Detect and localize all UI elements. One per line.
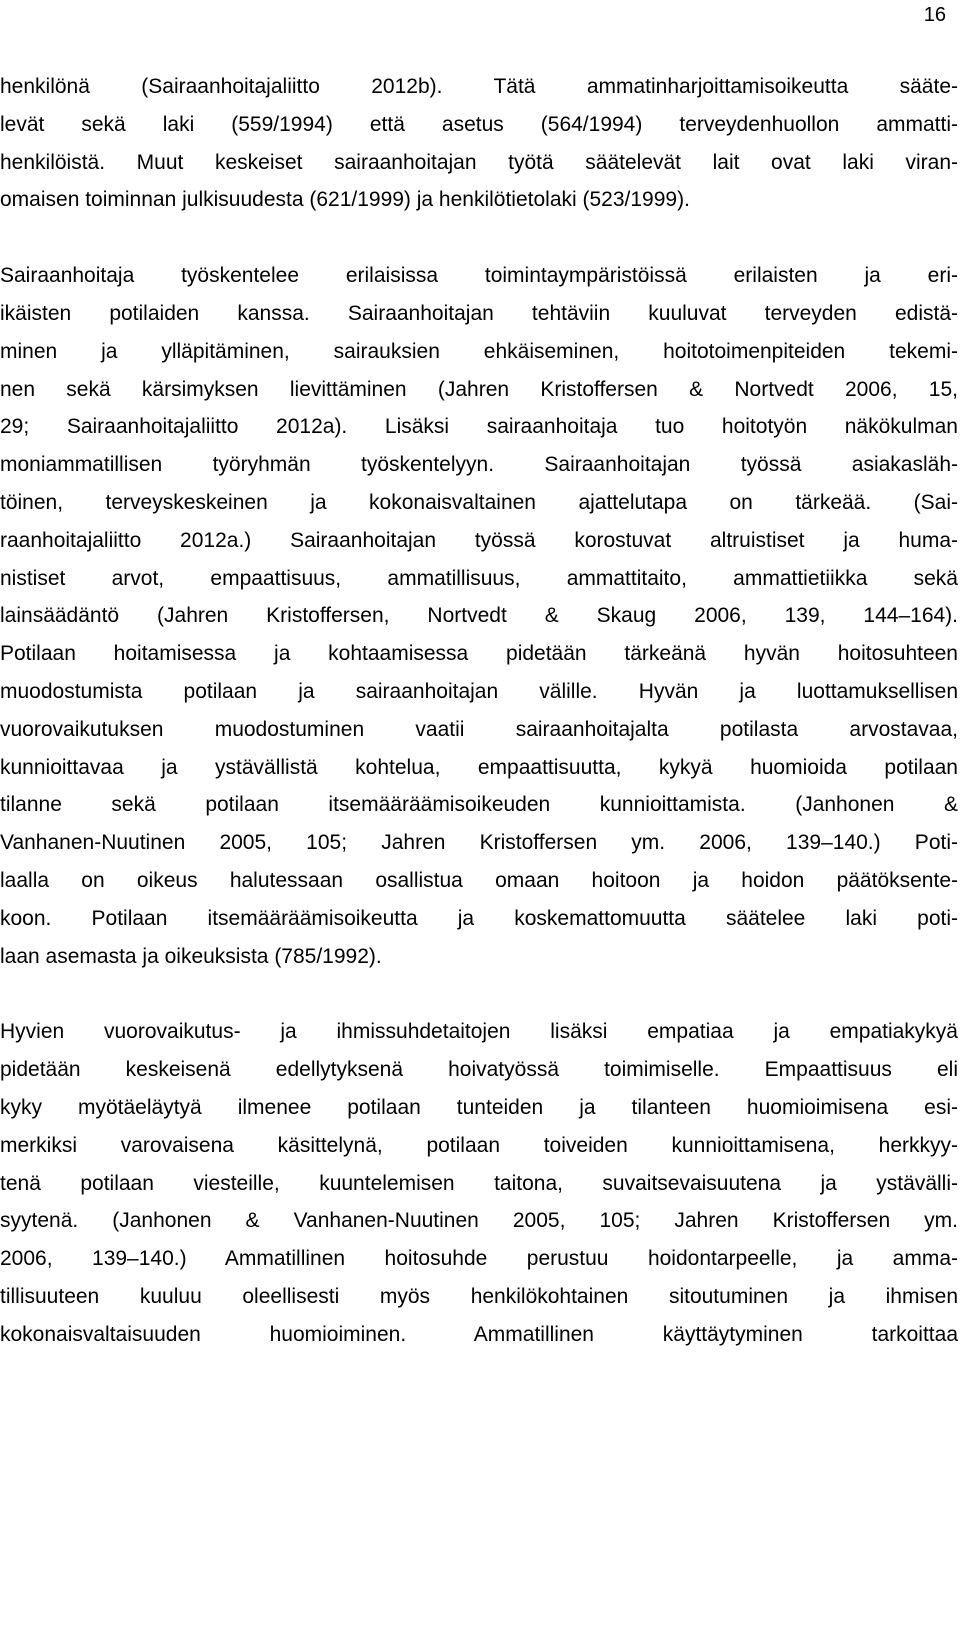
text-line: ikäisten potilaiden kanssa. Sairaanhoitajan tehtäviin kuuluvat terveyden edistä- <box>0 301 958 325</box>
text-line: levät sekä laki (559/1994) että asetus (564/1994) terveydenhuollon ammatti- <box>0 112 958 136</box>
text-line: vuorovaikutuksen muodostuminen vaatii sairaanhoitajalta potilasta arvostavaa, <box>0 717 958 741</box>
text-line: nistiset arvot, empaattisuus, ammatillisuus, ammattitaito, ammattietiikka sekä <box>0 566 958 590</box>
text-line: 2006, 139–140.) Ammatillinen hoitosuhde perustuu hoidontarpeelle, ja amma- <box>0 1247 958 1271</box>
page-number: 16 <box>923 4 946 26</box>
text-line: Potilaan hoitamisessa ja kohtaamisessa pidetään tärkeänä hyvän hoitosuhteen <box>0 642 958 666</box>
paragraph <box>0 257 958 975</box>
text-line: laalla on oikeus halutessaan osallistua omaan hoitoon ja hoidon päätöksente- <box>0 868 958 892</box>
document-body <box>0 68 958 1354</box>
text-line: tenä potilaan viesteille, kuuntelemisen taitona, suvaitsevaisuutena ja ystävälli- <box>0 1171 958 1195</box>
text-line: raanhoitajaliitto 2012a.) Sairaanhoitajan työssä korostuvat altruistiset ja huma- <box>0 528 958 552</box>
text-line: minen ja ylläpitäminen, sairauksien ehkäiseminen, hoitotoimenpiteiden tekemi- <box>0 339 958 363</box>
paragraph <box>0 1013 958 1353</box>
text-line: Vanhanen-Nuutinen 2005, 105; Jahren Kristoffersen ym. 2006, 139–140.) Poti- <box>0 831 958 855</box>
paragraph <box>0 68 958 219</box>
text-line: lainsäädäntö (Jahren Kristoffersen, Nortvedt & Skaug 2006, 139, 144–164). <box>0 604 958 628</box>
text-line: Hyvien vuorovaikutus- ja ihmissuhdetaitojen lisäksi empatiaa ja empatiakykyä <box>0 1020 958 1044</box>
text-line: 29; Sairaanhoitajaliitto 2012a). Lisäksi sairaanhoitaja tuo hoitotyön näkökulman <box>0 415 958 439</box>
text-line: laan asemasta ja oikeuksista (785/1992). <box>0 944 382 968</box>
text-line: kunnioittavaa ja ystävällistä kohtelua, empaattisuutta, kykyä huomioida potilaan <box>0 755 958 779</box>
text-line: henkilönä (Sairaanhoitajaliitto 2012b). Tätä ammatinharjoittamisoikeutta sääte- <box>0 75 958 98</box>
text-line: pidetään keskeisenä edellytyksenä hoivatyössä toimimiselle. Empaattisuus eli <box>0 1058 958 1082</box>
text-line: Sairaanhoitaja työskentelee erilaisissa toimintaympäristöissä erilaisten ja eri- <box>0 264 958 288</box>
text-line: moniammatillisen työryhmän työskentelyyn. Sairaanhoitajan työssä asiakasläh- <box>0 453 958 477</box>
text-line: henkilöistä. Muut keskeiset sairaanhoitajan työtä säätelevät lait ovat laki viran- <box>0 150 958 174</box>
text-line: nen sekä kärsimyksen lievittäminen (Jahren Kristoffersen & Nortvedt 2006, 15, <box>0 377 958 401</box>
text-line: merkiksi varovaisena käsittelynä, potilaan toiveiden kunnioittamisena, herkkyy- <box>0 1133 958 1157</box>
text-line: tilanne sekä potilaan itsemääräämisoikeuden kunnioittamista. (Janhonen & <box>0 793 958 817</box>
text-line: muodostumista potilaan ja sairaanhoitajan välille. Hyvän ja luottamuksellisen <box>0 679 958 703</box>
text-line: tillisuuteen kuuluu oleellisesti myös henkilökohtainen sitoutuminen ja ihmisen <box>0 1284 958 1308</box>
text-line: kyky myötäeläytyä ilmenee potilaan tunteiden ja tilanteen huomioimisena esi- <box>0 1095 958 1119</box>
text-line: kokonaisvaltaisuuden huomioiminen. Ammatillinen käyttäytyminen tarkoittaa <box>0 1322 958 1346</box>
text-line: töinen, terveyskeskeinen ja kokonaisvaltainen ajattelutapa on tärkeää. (Sai- <box>0 490 958 514</box>
text-line: syytenä. (Janhonen & Vanhanen-Nuutinen 2005, 105; Jahren Kristoffersen ym. <box>0 1209 958 1233</box>
text-line: koon. Potilaan itsemääräämisoikeutta ja koskemattomuutta säätelee laki poti- <box>0 906 958 930</box>
text-line: omaisen toiminnan julkisuudesta (621/1999) ja henkilötietolaki (523/1999). <box>0 188 690 212</box>
